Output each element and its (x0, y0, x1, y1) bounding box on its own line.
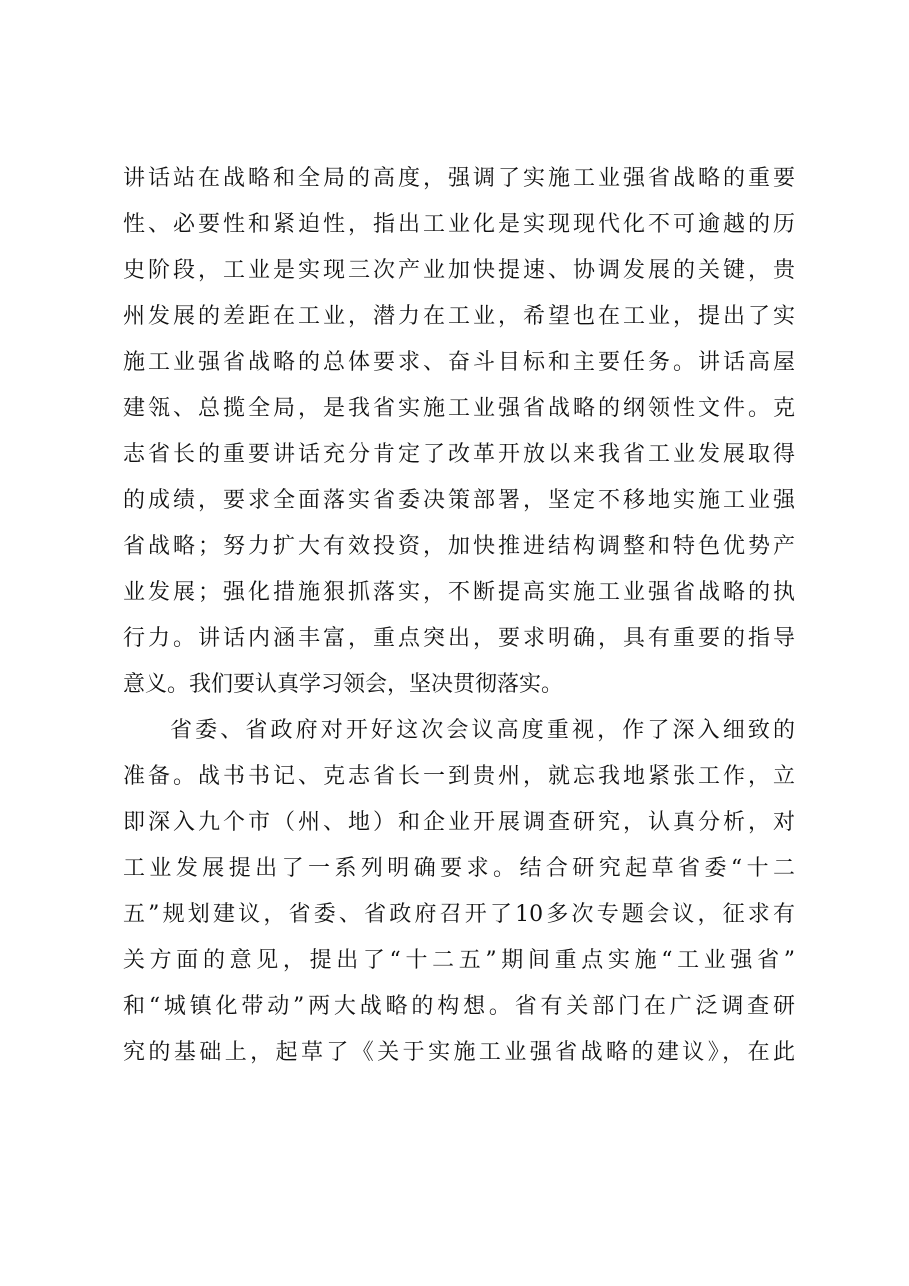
text-line: 讲话站在战略和全局的高度，强调了实施工业强省战略的重要 (123, 166, 795, 191)
text-line: 工业发展提出了一系列明确要求。结合研究起草省委“十二 (123, 856, 795, 881)
text-line: 业发展；强化措施狠抓落实，不断提高实施工业强省战略的执 (123, 580, 795, 605)
text-line: 州发展的差距在工业，潜力在工业，希望也在工业，提出了实 (123, 304, 795, 329)
text-line: 建瓴、总揽全局，是我省实施工业强省战略的纲领性文件。克 (123, 396, 795, 421)
text-line: 省战略；努力扩大有效投资，加快推进结构调整和特色优势产 (123, 534, 795, 559)
text-line: 行力。讲话内涵丰富，重点突出，要求明确，具有重要的指导 (123, 626, 795, 651)
text-line: 施工业强省战略的总体要求、奋斗目标和主要任务。讲话高屋 (123, 350, 795, 375)
text-line: 性、必要性和紧迫性，指出工业化是实现现代化不可逾越的历 (123, 212, 795, 237)
paragraph-first-line: 省委、省政府对开好这次会议高度重视，作了深入细致的 (170, 718, 795, 743)
text-line: 五”规划建议，省委、省政府召开了10多次专题会议，征求有 (123, 902, 795, 927)
text-line: 史阶段，工业是实现三次产业加快提速、协调发展的关键，贵 (123, 258, 795, 283)
text-line: 即深入九个市（州、地）和企业开展调查研究，认真分析，对 (123, 810, 795, 835)
text-line: 究的基础上，起草了《关于实施工业强省战略的建议》，在此 (123, 1040, 795, 1065)
text-line: 关方面的意见，提出了“十二五”期间重点实施“工业强省” (123, 948, 795, 973)
text-line: 意义。我们要认真学习领会，坚决贯彻落实。 (123, 672, 564, 697)
text-line: 准备。战书书记、克志省长一到贵州，就忘我地紧张工作，立 (123, 764, 795, 789)
text-line: 志省长的重要讲话充分肯定了改革开放以来我省工业发展取得 (123, 442, 795, 467)
text-line: 的成绩，要求全面落实省委决策部署，坚定不移地实施工业强 (123, 488, 795, 513)
text-line: 和“城镇化带动”两大战略的构想。省有关部门在广泛调查研 (123, 994, 795, 1019)
